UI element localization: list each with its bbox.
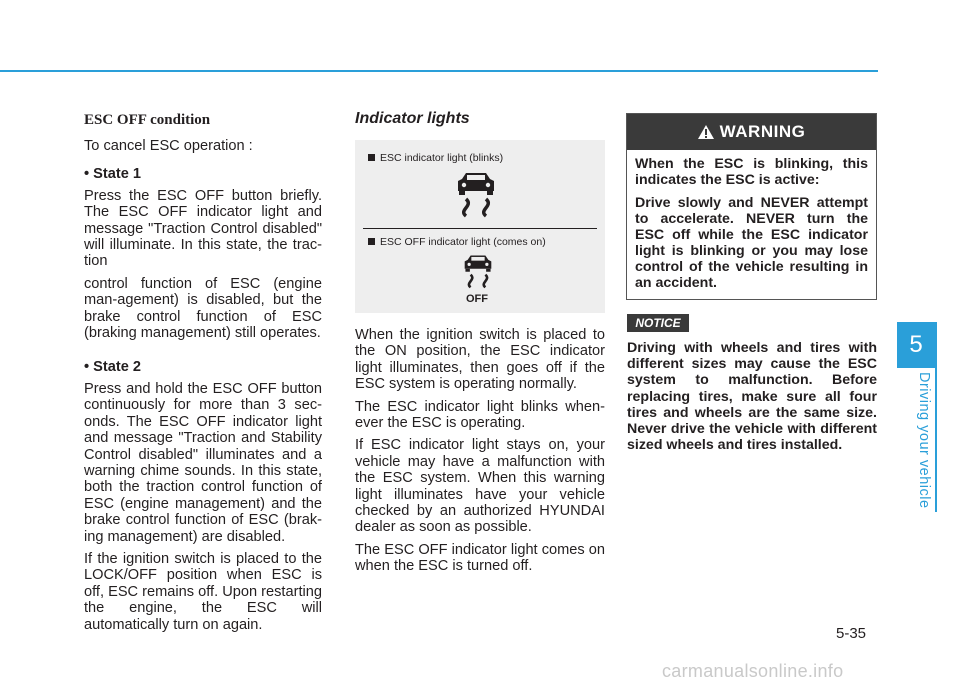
warning-paragraph-2: Drive slowly and NEVER attempt to accelerate. NEVER turn the ESC off while the ESC indicator light is blinking or you may lose control of the vehicle resulting in an accident.: [635, 195, 868, 291]
bullet-square-icon: [368, 238, 375, 245]
indicator-paragraph-3: If ESC indicator light stays on, your vehicle may have a malfunction with the ESC system. When this warning light illuminates have your vehicle checked by an authorized HYUNDAI dealer as soon as possible.: [355, 437, 605, 536]
state2-paragraph-1: Press and hold the ESC OFF button continuously for more than 3 sec-onds. The ESC OFF indicator light and message "Traction and Stability Control disabled" illuminates and a warning chime sounds. In this state, both the traction control function of ESC (engine management) and the brake control function of ESC (brak-ing management) are disabled.: [84, 380, 322, 545]
notice-badge: NOTICE: [627, 314, 689, 332]
indicator-paragraph-4: The ESC OFF indicator light comes on when the ESC is turned off.: [355, 541, 605, 575]
indicator2-caption: [368, 234, 546, 250]
warning-box: [626, 113, 877, 300]
esc-off-car-skid-icon: [461, 253, 495, 289]
indicator1-caption: [368, 150, 503, 166]
off-label: OFF: [466, 293, 488, 305]
state2-paragraph-2: If the ignition switch is placed to the LOCK/OFF position when ESC is off, ESC remains off. Upon restarting the engine, the ESC will automatically turn on again.: [84, 550, 322, 633]
warning-title: WARNING: [719, 122, 806, 141]
bullet-square-icon: [368, 154, 375, 161]
indicator2-label: ESC OFF indicator light (comes on): [380, 236, 546, 248]
warning-paragraph-1: When the ESC is blinking, this indicates the ESC is active:: [635, 156, 868, 188]
chapter-number-tab: 5: [897, 322, 935, 368]
esc-car-skid-icon: [453, 170, 499, 218]
state2-label: • State 2: [84, 359, 142, 376]
state1-paragraph-1: Press the ESC OFF button briefly. The ESC OFF indicator light and message "Traction Control disabled" will illuminate. In this state, the trac-tion: [84, 187, 322, 270]
section-heading: ESC OFF condition: [84, 112, 211, 128]
warning-header: [627, 114, 876, 150]
indicator1-label: ESC indicator light (blinks): [380, 152, 504, 164]
indicator-paragraph-1: When the ignition switch is placed to the ON position, the ESC indicator light illuminates, then goes off if the ESC system is operating normally.: [355, 327, 605, 393]
state1-paragraph-2: control function of ESC (engine man-agement) is disabled, but the brake control function of ESC (braking management) still operates.: [84, 275, 322, 342]
indicator-paragraph-2: The ESC indicator light blinks when-ever the ESC is operating.: [355, 398, 605, 432]
indicator-lights-section: [355, 110, 605, 581]
esc-off-condition-section: [84, 112, 322, 639]
chapter-title: Driving your vehicle: [916, 372, 932, 509]
top-rule: [0, 70, 878, 72]
state1-label: • State 1: [84, 166, 142, 183]
page-number: 5-35: [836, 625, 867, 642]
intro-text: To cancel ESC operation :: [84, 138, 253, 154]
chapter-side-bar: [935, 322, 937, 512]
notice-text: Driving with wheels and tires with different sizes may cause the ESC system to malfunction. Before replacing tires, make sure all four tires and wheels are the same size. Never drive the vehicle with different sized wheels and tires installed.: [627, 340, 877, 454]
warning-body: [627, 150, 876, 291]
figure-divider: [363, 228, 597, 229]
indicator-lights-figure: [355, 140, 605, 313]
indicator-lights-heading: Indicator lights: [355, 110, 470, 127]
watermark: carmanualsonline.info: [662, 661, 844, 681]
warning-triangle-icon: [698, 125, 714, 139]
